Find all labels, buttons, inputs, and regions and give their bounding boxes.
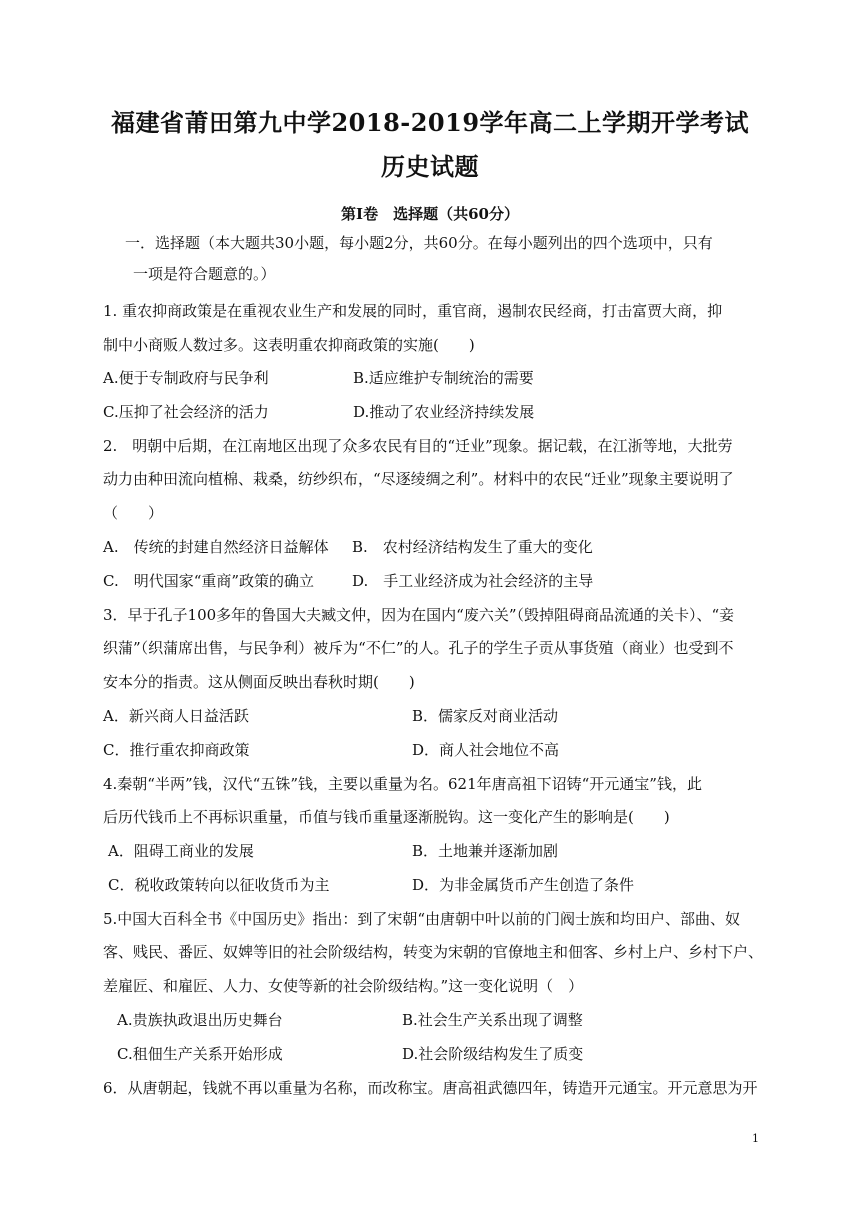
instructions-line: 一．选择题（本大题共30小题，每小题2分，共60分。在每小题列出的四个选项中，只有 <box>125 234 713 252</box>
option-c: C. 明代国家“重商”政策的确立 <box>103 572 315 590</box>
question-stem-line: 差雇匠、和雇匠、人力、女使等新的社会阶级结构。”这一变化说明（ ） <box>103 977 584 995</box>
option-a: A．新兴商人日益活跃 <box>103 707 249 725</box>
option-a: A.贵族执政退出历史舞台 <box>117 1011 283 1029</box>
question-stem-line: 2. 明朝中后期，在江南地区出现了众多农民有目的“迁业”现象。据记载，在江浙等地，大批劳 <box>103 437 733 455</box>
option-a: A.便于专制政府与民争利 <box>103 369 269 387</box>
question-stem-line: 3．早于孔子100多年的鲁国大夫臧文仲，因为在国内“废六关”（毁掉阻碍商品流通的关卡）、“妾 <box>103 606 735 624</box>
question-stem-line: 1. 重农抑商政策是在重视农业生产和发展的同时，重官商，遏制农民经商，打击富贾大商，抑 <box>103 302 723 320</box>
option-d: D．为非金属货币产生创造了条件 <box>412 876 635 894</box>
option-a: A．阻碍工商业的发展 <box>108 842 254 860</box>
option-d: D.社会阶级结构发生了质变 <box>402 1045 584 1063</box>
option-d: D. 手工业经济成为社会经济的主导 <box>352 572 594 590</box>
section-heading: 第Ⅰ卷 选择题（共60分） <box>341 205 519 223</box>
option-c: C.租佃生产关系开始形成 <box>117 1045 283 1063</box>
option-c: C．税收政策转向以征收货币为主 <box>108 876 330 894</box>
option-d: D.推动了农业经济持续发展 <box>353 403 535 421</box>
document-title: 福建省莆田第九中学2018-2019学年高二上学期开学考试 <box>110 108 750 137</box>
option-b: B.适应维护专制统治的需要 <box>353 369 534 387</box>
question-stem-line: （ ） <box>103 504 164 522</box>
document-subtitle: 历史试题 <box>381 152 479 181</box>
option-b: B.社会生产关系出现了调整 <box>402 1011 583 1029</box>
option-a: A. 传统的封建自然经济日益解体 <box>103 538 329 556</box>
page-number: 1 <box>752 1132 759 1145</box>
option-d: D．商人社会地位不高 <box>412 741 560 759</box>
question-stem-line: 制中小商贩人数过多。这表明重农抑商政策的实施( ) <box>103 336 475 354</box>
question-stem-line: 织蒲”（织蒲席出售，与民争利）被斥为“不仁”的人。孔子的学生子贡从事货殖（商业）也受到不 <box>103 639 734 657</box>
question-stem-line: 6．从唐朝起，钱就不再以重量为名称，而改称宝。唐高祖武德四年，铸造开元通宝。开元意思为开 <box>103 1079 758 1097</box>
instructions-line: 一项是符合题意的。） <box>133 265 276 283</box>
question-stem-line: 客、贱民、番匠、奴婢等旧的社会阶级结构，转变为宋朝的官僚地主和佃客、乡村上户、乡村下户、 <box>103 943 764 961</box>
option-b: B．土地兼并逐渐加剧 <box>412 842 559 860</box>
question-stem-line: 后历代钱币上不再标识重量，币值与钱币重量逐渐脱钩。这一变化产生的影响是( ) <box>103 808 670 826</box>
option-c: C．推行重农抑商政策 <box>103 741 250 759</box>
question-stem-line: 4.秦朝“半两”钱，汉代“五铢”钱，主要以重量为名。621年唐高祖下诏铸“开元通宝”钱，此 <box>103 775 702 793</box>
question-stem-line: 动力由种田流向植棉、栽桑，纺纱织布，“尽逐绫绸之利”。材料中的农民“迁业”现象主要说明了 <box>103 470 734 488</box>
option-b: B. 农村经济结构发生了重大的变化 <box>352 538 593 556</box>
option-b: B．儒家反对商业活动 <box>412 707 559 725</box>
question-stem-line: 5.中国大百科全书《中国历史》指出：到了宋朝“由唐朝中叶以前的门阀士族和均田户、部曲、奴 <box>103 910 740 928</box>
option-c: C.压抑了社会经济的活力 <box>103 403 269 421</box>
question-stem-line: 安本分的指责。这从侧面反映出春秋时期( ) <box>103 673 415 691</box>
